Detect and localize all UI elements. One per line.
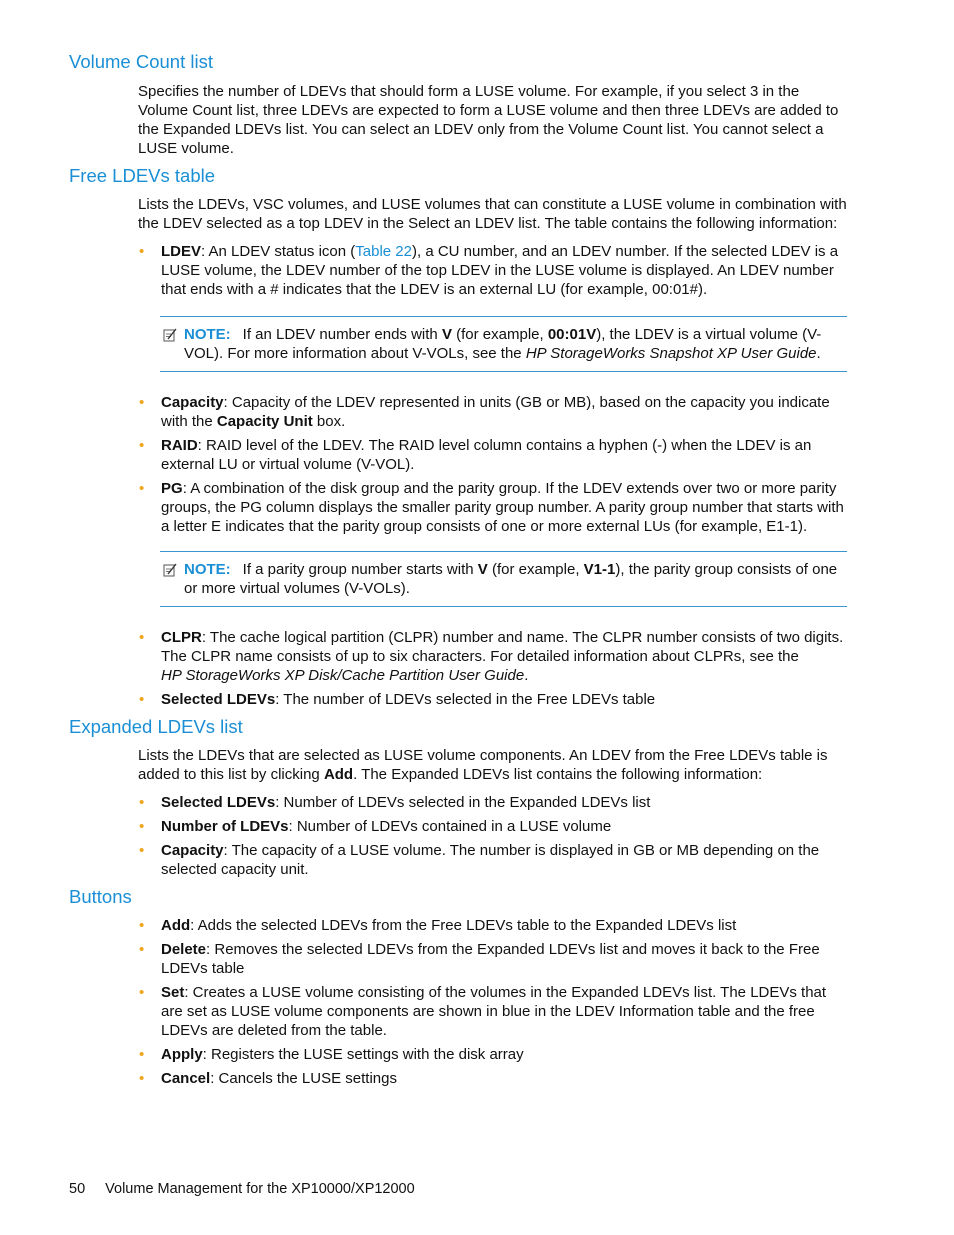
expanded-ldevs-list (138, 793, 850, 884)
volume-count-description: Specifies the number of LDEVs that should form a LUSE volume. For example, if you select 3 in the Volume Count list, three LDEVs are expected to form a LUSE volume and then three LDEVs are added to the Expanded LDEVs list. You can select an LDEV only from the Volume Count list. You cannot select a LUSE volume. (138, 83, 839, 157)
list-item (138, 793, 850, 812)
footer-title: Volume Management for the XP10000/XP12000 (105, 1181, 415, 1197)
page-number: 50 (69, 1181, 86, 1197)
item-text: : A combination of the disk group and the parity group. If the LDEV extends over two or more parity groups, the PG column displays the smaller parity group number. A parity group number that starts with a letter E indicates that the parity group consists of one or more external LUs (for example, E1-1). (161, 480, 844, 535)
note-guide-title: HP StorageWorks Snapshot XP User Guide (525, 345, 817, 362)
free-ldevs-list-2 (138, 393, 850, 541)
heading-volume-count-list: Volume Count list (69, 51, 213, 72)
item-term: Add (161, 917, 191, 934)
note-text: ), the parity group consists of one or more virtual volumes (V-VOLs). (184, 561, 838, 597)
note-label: NOTE: (184, 561, 231, 578)
note-text: . (816, 345, 821, 362)
table-22-link[interactable]: Table 22 (355, 243, 412, 260)
item-text: . (524, 667, 529, 684)
item-term: Apply (161, 1046, 203, 1063)
term-capacity: Capacity (161, 394, 224, 411)
item-text: : Cancels the LUSE settings (210, 1070, 397, 1087)
note-text: If an LDEV number ends with (242, 326, 442, 343)
item-text: box. (312, 413, 346, 430)
item-text: : An LDEV status icon ( (201, 243, 356, 260)
item-text: : RAID level of the LDEV. The RAID level column contains a hyphen (-) when the LDEV is an external LU or virtual volume (V-VOL). (161, 437, 812, 473)
free-ldevs-description: Lists the LDEVs, VSC volumes, and LUSE volumes that can constitute a LUSE volume in combination with the LDEV selected as a top LDEV in the Select an LDEV list. The table contains the following information: (138, 196, 847, 232)
term-raid: RAID (161, 437, 198, 454)
term-pg: PG (161, 480, 183, 497)
list-item (138, 1045, 850, 1064)
item-text: : The number of LDEVs selected in the Free LDEVs table (275, 691, 656, 708)
buttons-list (138, 916, 850, 1093)
item-text: : Capacity of the LDEV represented in units (GB or MB), based on the capacity you indicate with the (161, 394, 830, 430)
para-text: Lists the LDEVs that are selected as LUSE volume components. An LDEV from the Free LDEVs table is added to this list by clicking (138, 747, 828, 783)
note-pencil-icon (163, 563, 177, 577)
item-text: : Number of LDEVs selected in the Expanded LDEVs list (275, 794, 651, 811)
item-term: Delete (161, 941, 207, 958)
expanded-ldevs-description (138, 746, 850, 784)
item-text: : Adds the selected LDEVs from the Free LDEVs table to the Expanded LDEVs list (190, 917, 737, 934)
para-text: . The Expanded LDEVs list contains the following information: (353, 766, 763, 783)
term-clpr: CLPR (161, 629, 202, 646)
free-ldevs-list-1 (138, 242, 850, 304)
list-item-raid (138, 436, 850, 474)
note-text: If a parity group number starts with (242, 561, 478, 578)
list-item-capacity (138, 393, 850, 431)
list-item-ldev (138, 242, 850, 299)
term-add: Add (323, 766, 354, 783)
term-capacity-unit: Capacity Unit (216, 413, 313, 430)
list-item (138, 817, 850, 836)
note-pencil-icon (163, 328, 177, 342)
list-item-pg (138, 479, 850, 536)
note-label: NOTE: (184, 326, 231, 343)
note-text: (for example, (451, 326, 548, 343)
note-virtual-volume (160, 316, 847, 372)
note-bold: 00:01V (547, 326, 597, 343)
page-footer (69, 1180, 415, 1198)
clpr-guide-title: HP StorageWorks XP Disk/Cache Partition User Guide (161, 667, 525, 684)
heading-free-ldevs-table: Free LDEVs table (69, 165, 216, 186)
item-term: Cancel (161, 1070, 211, 1087)
list-item-clpr (138, 628, 850, 685)
item-text: : Number of LDEVs contained in a LUSE volume (288, 818, 612, 835)
term-ldev: LDEV (161, 243, 202, 260)
term-selected-ldevs: Selected LDEVs (161, 691, 276, 708)
heading-buttons: Buttons (69, 886, 132, 907)
list-item (138, 841, 850, 879)
note-bold: V (441, 326, 452, 343)
list-item (138, 983, 850, 1040)
item-text: ), a CU number, and an LDEV number. If the selected LDEV is a LUSE volume, the LDEV number of the top LDEV in the LUSE volume is displayed. An LDEV number that ends with a # indicates that the LDEV is an external LU (for example, 00:01#). (161, 243, 839, 298)
item-term: Selected LDEVs (161, 794, 276, 811)
note-bold: V (477, 561, 488, 578)
heading-expanded-ldevs-list: Expanded LDEVs list (69, 716, 243, 737)
note-parity-group (160, 551, 847, 607)
free-ldevs-list-3 (138, 628, 850, 714)
item-term: Set (161, 984, 185, 1001)
note-text: (for example, (487, 561, 584, 578)
item-term: Number of LDEVs (161, 818, 289, 835)
list-item (138, 916, 850, 935)
item-text: : The cache logical partition (CLPR) number and name. The CLPR number consists of two digits. The CLPR name consists of up to six characters. For detailed information about CLPRs, see the (161, 629, 844, 665)
item-text: : Removes the selected LDEVs from the Expanded LDEVs list and moves it back to the Free LDEVs table (161, 941, 820, 977)
list-item (138, 940, 850, 978)
list-item (138, 1069, 850, 1088)
item-text: : Registers the LUSE settings with the disk array (202, 1046, 524, 1063)
item-term: Capacity (161, 842, 224, 859)
note-bold: V1-1 (583, 561, 616, 578)
list-item-selected-ldevs (138, 690, 850, 709)
item-text: : Creates a LUSE volume consisting of the volumes in the Expanded LDEVs list. The LDEVs that are set as LUSE volume components are shown in blue in the LDEV Information table and the free LDEVs are deleted from the table. (161, 984, 827, 1039)
item-text: : The capacity of a LUSE volume. The number is displayed in GB or MB depending on the selected capacity unit. (161, 842, 820, 878)
note-text: ), the LDEV is a virtual volume (V-VOL). For more information about V-VOLs, see the (184, 326, 822, 362)
